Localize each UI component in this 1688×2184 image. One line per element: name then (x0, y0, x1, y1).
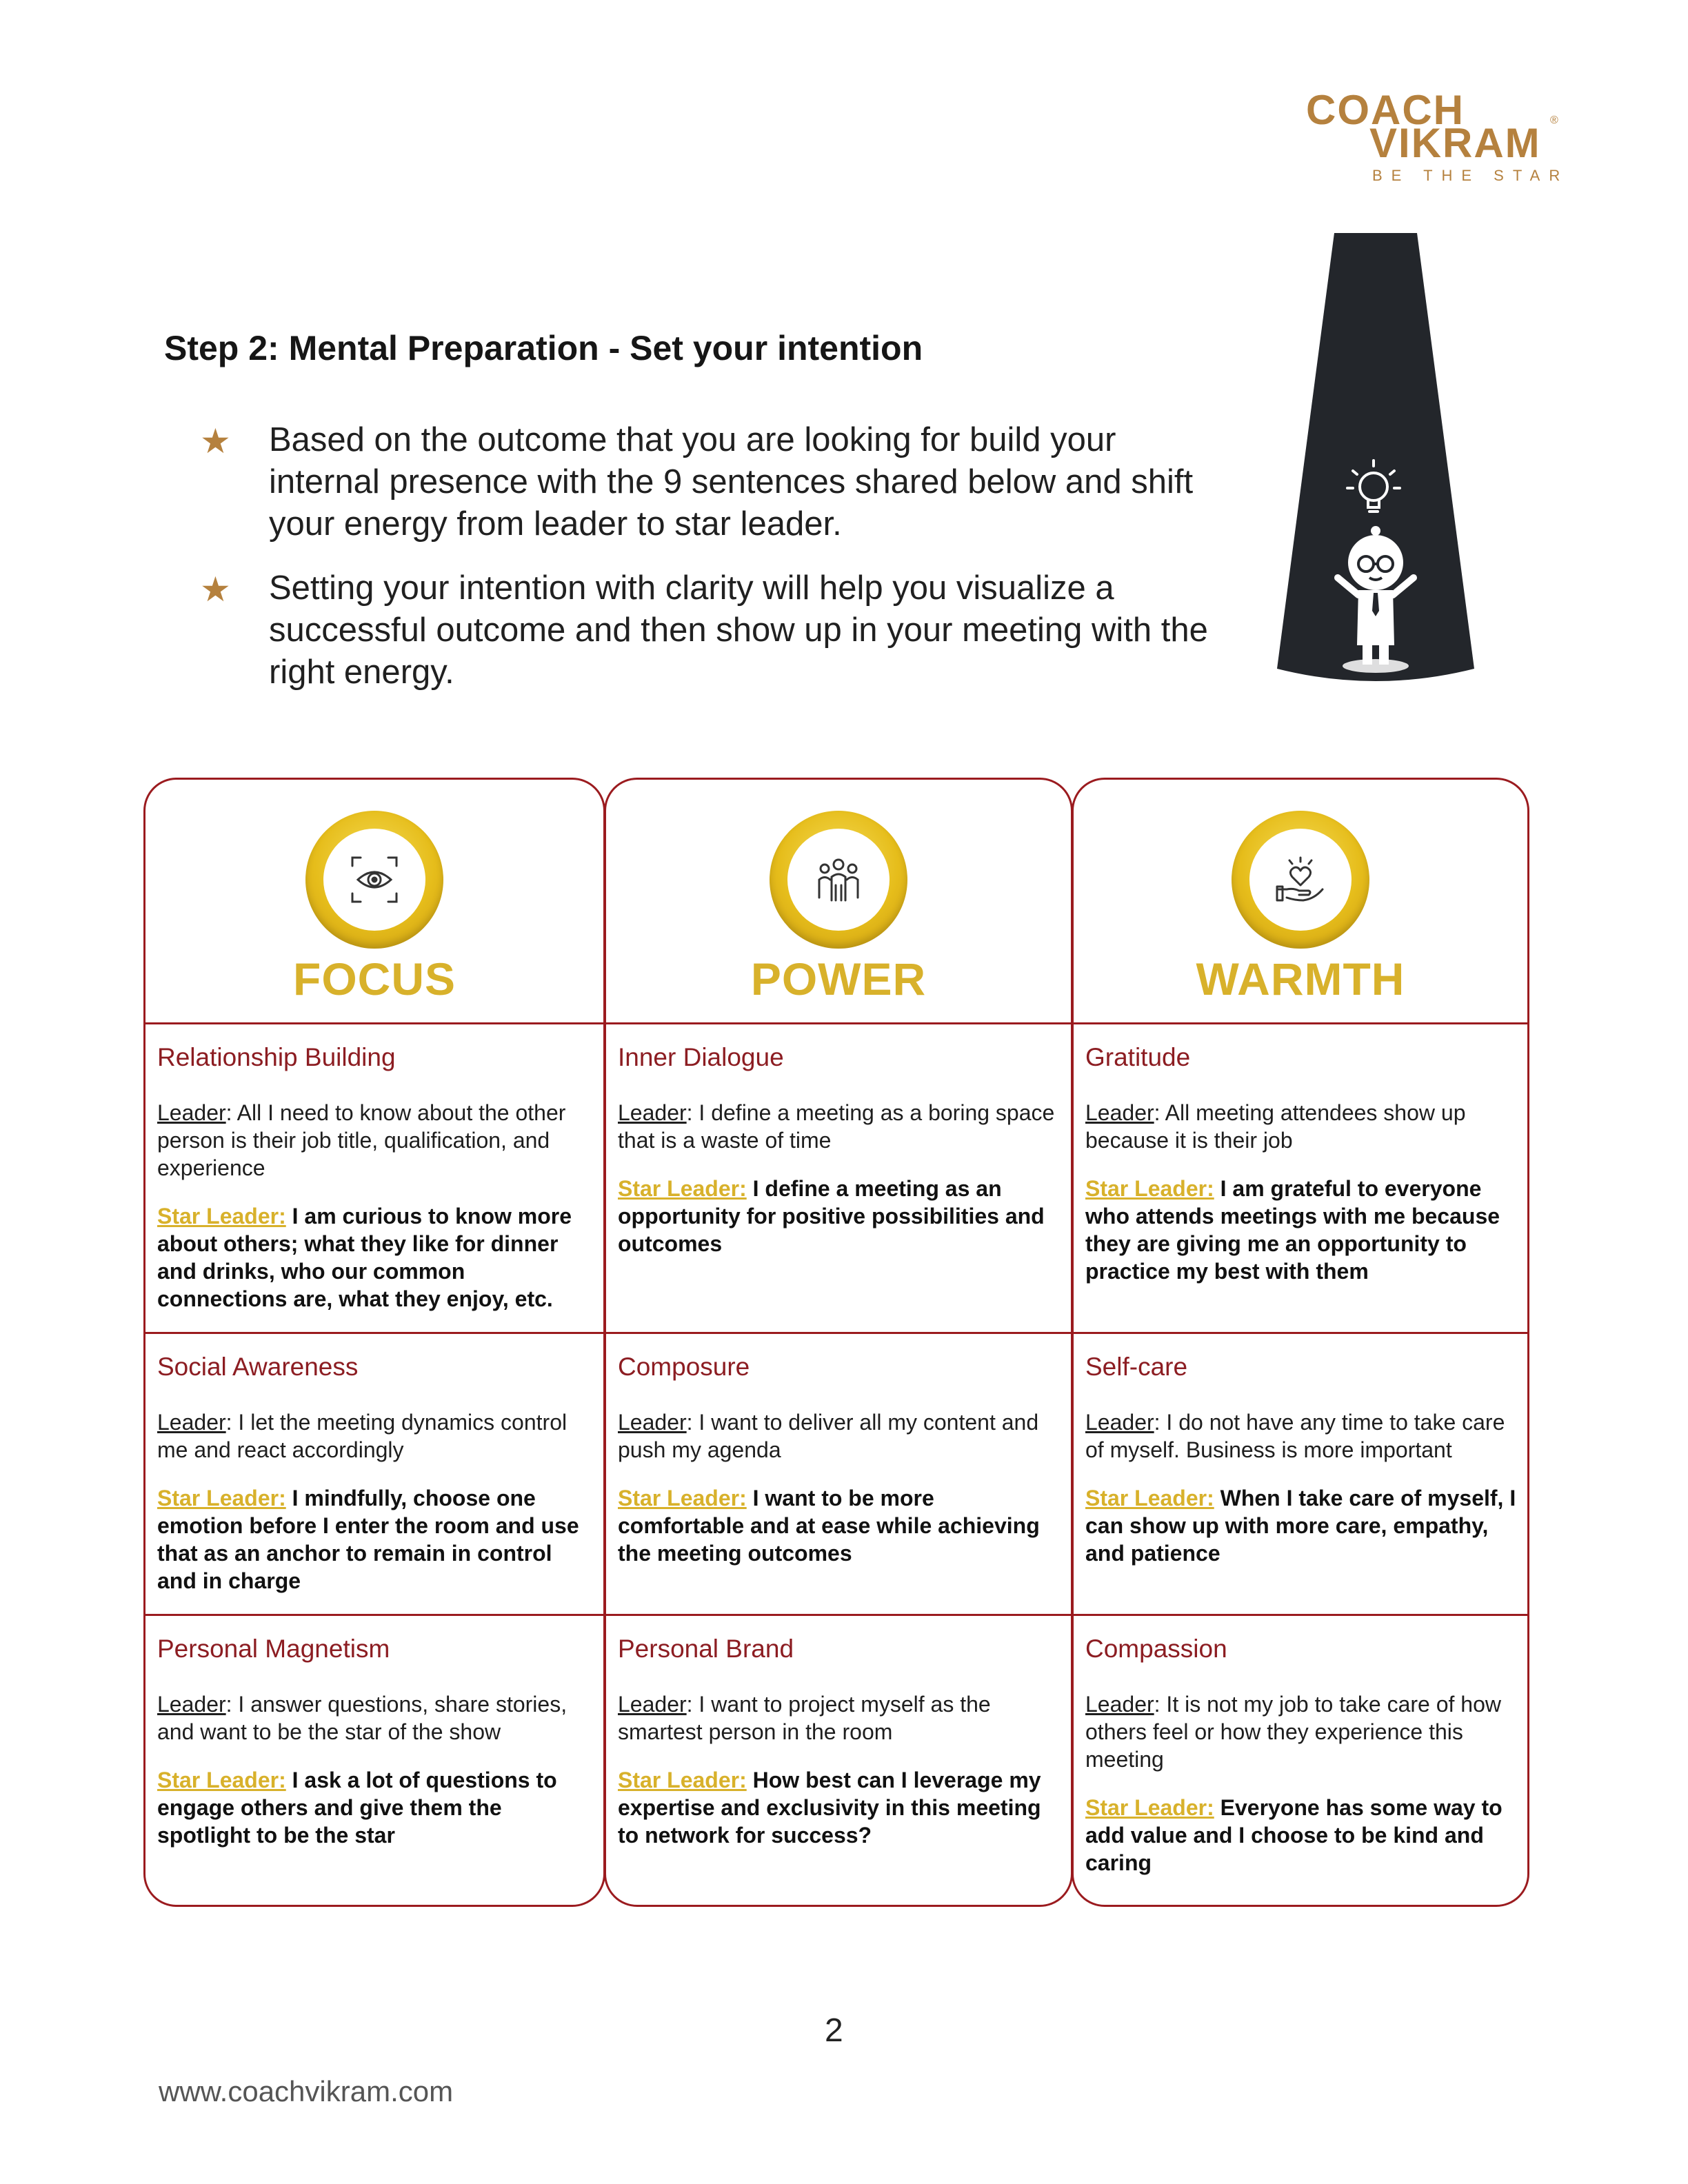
star-leader-statement (1085, 1484, 1518, 1567)
warmth-badge (1232, 811, 1369, 949)
cell-composure (604, 1334, 1073, 1567)
leader-statement (618, 1099, 1062, 1154)
leader-statement (157, 1099, 594, 1182)
focus-header (143, 778, 605, 1023)
cell-title: Personal Magnetism (157, 1635, 390, 1663)
cell-title: Composure (618, 1353, 750, 1381)
leader-statement (157, 1690, 594, 1746)
leader-statement (618, 1408, 1062, 1464)
page-title: Step 2: Mental Preparation - Set your intention (164, 329, 923, 367)
star-leader-statement (618, 1484, 1062, 1567)
cell-title: Personal Brand (618, 1635, 794, 1663)
cell-relationship-building (143, 1024, 605, 1313)
cell-title: Compassion (1085, 1635, 1227, 1663)
bullet-text: Based on the outcome that you are looking for build your internal presence with the 9 sentences shared below and shift your energy from leader to star leader. (269, 421, 1194, 543)
eye-focus-icon (350, 855, 399, 904)
star-leader-label: Star Leader: (157, 1486, 286, 1510)
leader-statement (1085, 1690, 1518, 1773)
star-leader-text: When I take care of myself, I can show up with more care, empathy, and patience (1085, 1486, 1516, 1566)
leader-label: Leader (157, 1100, 226, 1125)
intention-grid (143, 778, 1529, 1908)
star-leader-text: Everyone has some way to add value and I choose to be kind and caring (1085, 1795, 1503, 1875)
star-leader-statement (1085, 1175, 1518, 1285)
registered-mark: ® (1550, 114, 1558, 126)
star-bullet-icon: ★ (200, 422, 231, 461)
logo-tagline: BE THE STAR (1372, 167, 1569, 184)
leader-text: : I want to project myself as the smartest person in the room (618, 1692, 991, 1744)
leader-label: Leader (618, 1410, 687, 1435)
star-leader-text: I mindfully, choose one emotion before I enter the room and use that as an anchor to remain in control and in charge (157, 1486, 579, 1593)
star-leader-label: Star Leader: (618, 1486, 747, 1510)
star-leader-label: Star Leader: (1085, 1176, 1214, 1201)
leader-text: : It is not my job to take care of how others feel or how they experience this meeting (1085, 1692, 1501, 1772)
leader-label: Leader (1085, 1100, 1154, 1125)
cell-title: Social Awareness (157, 1353, 359, 1381)
cell-social-awareness (143, 1334, 605, 1595)
star-leader-label: Star Leader: (1085, 1486, 1214, 1510)
leader-label: Leader (618, 1100, 687, 1125)
star-leader-text: I define a meeting as an opportunity for positive possibilities and outcomes (618, 1176, 1045, 1256)
people-group-icon (814, 855, 863, 904)
cell-self-care (1072, 1334, 1529, 1567)
cell-personal-magnetism (143, 1616, 605, 1849)
star-leader-statement (157, 1202, 594, 1313)
leader-text: : I want to deliver all my content and push my agenda (618, 1410, 1039, 1462)
star-leader-statement (618, 1766, 1062, 1849)
warmth-header (1072, 778, 1529, 1023)
star-leader-statement (618, 1175, 1062, 1257)
leader-text: : I define a meeting as a boring space that is a waste of time (618, 1100, 1055, 1153)
leader-statement (157, 1408, 594, 1464)
cell-gratitude (1072, 1024, 1529, 1285)
star-leader-label: Star Leader: (1085, 1795, 1214, 1820)
star-leader-statement (1085, 1794, 1518, 1877)
cell-title: Relationship Building (157, 1043, 396, 1071)
warmth-heading: WARMTH (1196, 953, 1405, 1004)
logo-line-vikram: VIKRAM (1369, 120, 1541, 166)
star-leader-statement (157, 1484, 594, 1595)
intro-bullet-list (200, 419, 1234, 716)
star-leader-text: I want to be more comfortable and at ease while achieving the meeting outcomes (618, 1486, 1040, 1566)
cell-personal-brand (604, 1616, 1073, 1849)
star-leader-label: Star Leader: (157, 1204, 286, 1228)
leader-label: Leader (157, 1410, 226, 1435)
brand-logo (1296, 81, 1572, 192)
star-leader-text: I ask a lot of questions to engage others and give them the spotlight to be the star (157, 1768, 557, 1848)
leader-text: : I let the meeting dynamics control me and react accordingly (157, 1410, 567, 1462)
leader-statement (618, 1690, 1062, 1746)
leader-label: Leader (618, 1692, 687, 1717)
leader-label: Leader (1085, 1410, 1154, 1435)
heart-in-hand-icon (1276, 855, 1325, 904)
leader-label: Leader (157, 1692, 226, 1717)
cell-title: Self-care (1085, 1353, 1188, 1381)
website-footer-text: www.coachvikram.com (159, 2075, 454, 2107)
page-number: 2 (825, 2012, 843, 2049)
leader-text: : All meeting attendees show up because it is their job (1085, 1100, 1466, 1153)
bullet-item (200, 567, 1234, 694)
bullet-text: Setting your intention with clarity will help you visualize a successful outcome and then show up in your meeting with the right energy. (269, 569, 1208, 691)
focus-heading: FOCUS (293, 953, 456, 1004)
logo-line-coach: COACH (1306, 87, 1465, 133)
spotlight-character-illustration (1276, 233, 1476, 688)
leader-statement (1085, 1408, 1518, 1464)
leader-text: : I do not have any time to take care of myself. Business is more important (1085, 1410, 1505, 1462)
leader-text: : I answer questions, share stories, and want to be the star of the show (157, 1692, 567, 1744)
star-leader-text: How best can I leverage my expertise and exclusivity in this meeting to network for success? (618, 1768, 1041, 1848)
star-leader-label: Star Leader: (618, 1176, 747, 1201)
leader-statement (1085, 1099, 1518, 1154)
star-leader-statement (157, 1766, 594, 1849)
power-badge (770, 811, 907, 949)
power-header (604, 778, 1073, 1023)
cell-inner-dialogue (604, 1024, 1073, 1257)
star-leader-text: I am curious to know more about others; what they like for dinner and drinks, who our common connections are, what they enjoy, etc. (157, 1204, 572, 1311)
star-bullet-icon: ★ (200, 570, 231, 609)
cell-title: Gratitude (1085, 1043, 1191, 1071)
leader-text: : All I need to know about the other person is their job title, qualification, and experience (157, 1100, 566, 1180)
star-leader-label: Star Leader: (618, 1768, 747, 1792)
focus-badge (305, 811, 443, 949)
bullet-item (200, 419, 1234, 545)
power-heading: POWER (750, 953, 927, 1004)
leader-label: Leader (1085, 1692, 1154, 1717)
star-leader-text: I am grateful to everyone who attends meetings with me because they are giving me an opportunity to practice my best with them (1085, 1176, 1500, 1284)
cell-title: Inner Dialogue (618, 1043, 784, 1071)
cell-compassion (1072, 1616, 1529, 1877)
star-leader-label: Star Leader: (157, 1768, 286, 1792)
